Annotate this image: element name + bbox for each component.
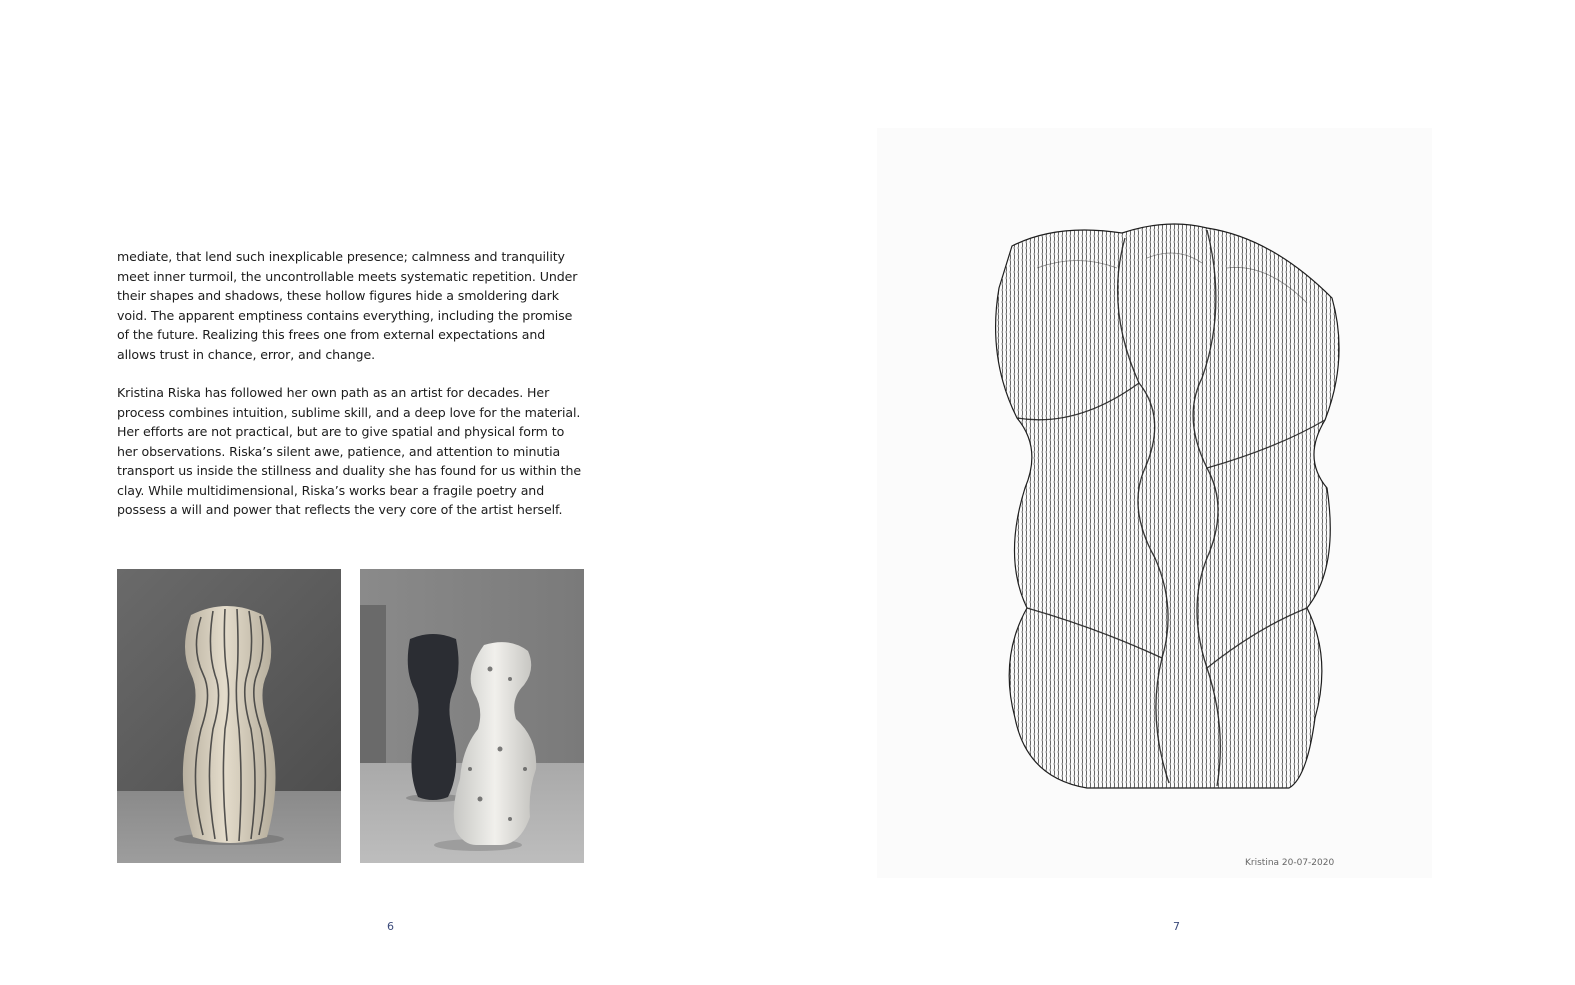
left-page	[0, 0, 787, 985]
drawing-signature: Kristina 20-07-2020	[1245, 858, 1335, 868]
two-vessels-photo	[360, 569, 584, 863]
paragraph: Kristina Riska has followed her own path as an artist for decades. Her process combines intuition, sublime skill, and a deep love for the material. Her efforts are not practical, but are to give spatial and physical form to her observations. Riska’s silent awe, patience, and attention to minutia transport us inside the stillness and duality she has found for us within the clay. While multidimensional, Riska’s works bear a fragile poetry and possess a will and power that reflects the very core of the artist herself.	[117, 385, 582, 517]
paragraph: mediate, that lend such inexplicable presence; calmness and tranquility meet inner turmoil, the uncontrollable meets systematic repetition. Under their shapes and shadows, these hollow figures hide a smoldering dark void. The apparent emptiness contains everything, including the promise of the future. Realizing this frees one from external expectations and allows trust in chance, error, and change.	[117, 249, 578, 362]
page-number: 6	[387, 920, 394, 933]
ink-drawing	[877, 128, 1432, 878]
striped-vase-photo	[117, 569, 341, 863]
page-number: 7	[1173, 920, 1180, 933]
body-text	[117, 247, 587, 539]
right-page	[787, 0, 1575, 985]
